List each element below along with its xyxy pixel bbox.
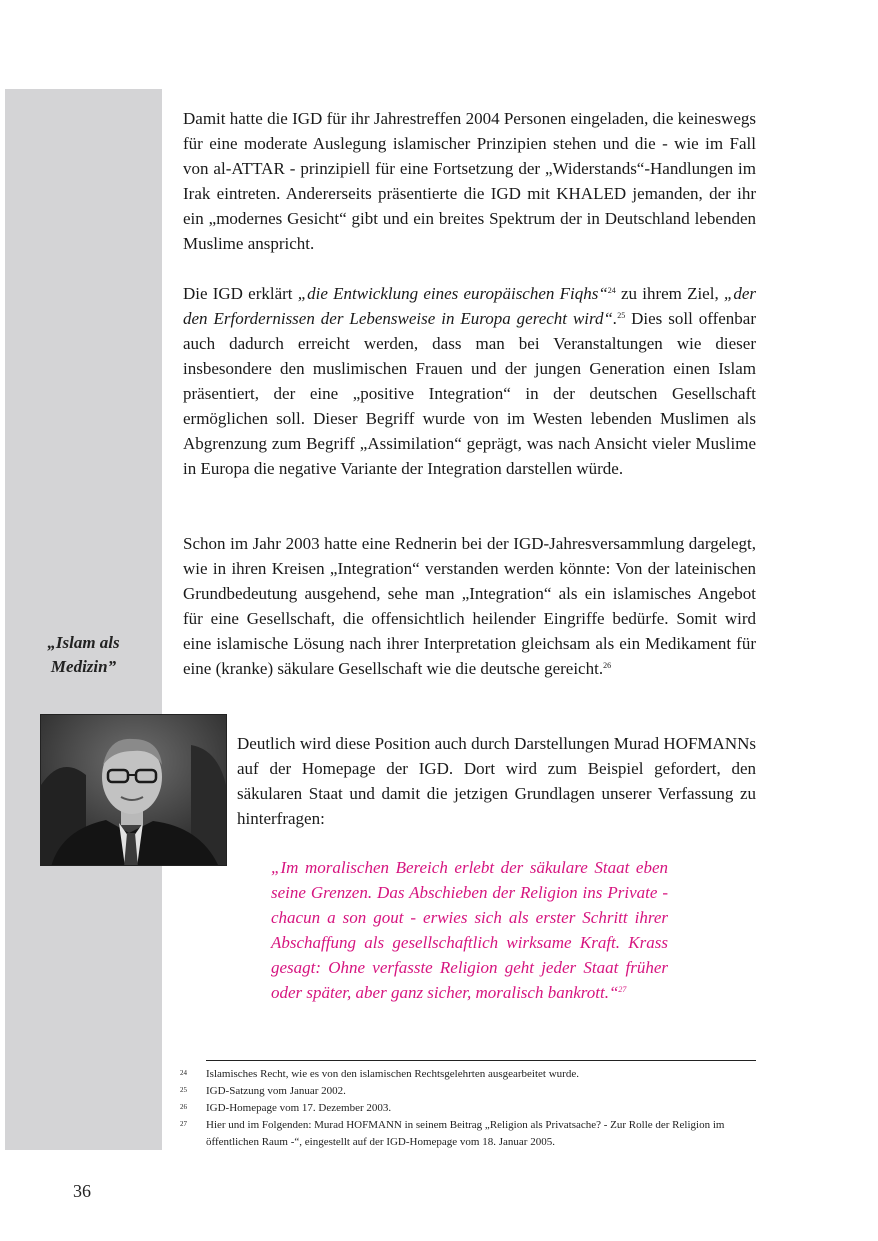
footnote-24 xyxy=(180,1066,760,1083)
footnote-number: 27 xyxy=(180,1120,187,1128)
footnote-number: 25 xyxy=(180,1086,187,1094)
footnote-ref-27: 27 xyxy=(618,985,627,994)
footnote-26 xyxy=(180,1100,760,1117)
margin-note xyxy=(5,631,162,679)
footnote-ref-24: 24 xyxy=(607,286,616,295)
margin-note-line-1: „Islam als xyxy=(47,633,120,652)
footnote-25 xyxy=(180,1083,760,1100)
footnotes xyxy=(180,1066,760,1151)
paragraph-2-text-c: Dies soll offenbar auch dadurch erreicht werden, dass man bei Veranstaltungen wie dieser insbesondere den muslimischen Frauen und der jungen Generation einen Islam präsentiert, der eine „positive Integration“ in der deutschen Gesellschaft ermöglichen soll. Dieser Begriff wurde von im Westen lebenden Muslimen als Abgrenzung zum Begriff „Assimilation“ geprägt, was nach Ansicht vieler Muslime in Europa die negative Variante der Integration darstellen würde. xyxy=(183,309,756,478)
portrait-image xyxy=(41,715,227,866)
paragraph-2 xyxy=(183,281,756,481)
footnote-text: Hier und im Folgenden: Murad HOFMANN in seinem Beitrag „Religion als Privatsache? - Zur Rolle der Religion im öffentlichen Raum -“, eingestellt auf der IGD-Homepage vom 18. Januar 2005. xyxy=(206,1119,725,1148)
paragraph-3 xyxy=(183,531,756,681)
margin-note-line-2: Medizin” xyxy=(50,657,117,676)
footnote-ref-25: 25 xyxy=(617,311,626,320)
paragraph-4: Deutlich wird diese Position auch durch Darstellungen Murad HOFMANNs auf der Homepage der IGD. Dort wird zum Beispiel gefordert, den säkularen Staat und damit die jetzigen Grundlagen unserer Verfassung zu hinterfragen: xyxy=(237,734,756,828)
block-quote-text: „Im moralischen Bereich erlebt der säkulare Staat eben seine Grenzen. Das Abschieben der Religion ins Private - chacun a son gout - erwies sich als erster Schritt ihrer Abschaffung als gesellschaftlich wirksame Kraft. Krass gesagt: Ohne verfasste Religion geht jeder Staat früher oder später, aber ganz sicher, moralisch bankrott.“ xyxy=(271,858,668,1002)
footnote-number: 26 xyxy=(180,1103,187,1111)
paragraph-3-text: Schon im Jahr 2003 hatte eine Rednerin bei der IGD-Jahresversammlung dargelegt, wie in ihren Kreisen „Integration“ verstanden werden könnte: Von der lateinischen Grundbedeutung ausgehend, sehe man „Integration“ als ein islamisches Angebot für eine Gesellschaft, die offensichtlich heilender Eingriffe bedürfe. Somit wird eine islamische Lösung nach ihrer Interpretation gleichsam als ein Medikament für eine (kranke) säkulare Gesellschaft wie die deutsche gereicht. xyxy=(183,534,756,678)
footnote-ref-26: 26 xyxy=(603,661,612,670)
portrait-photo xyxy=(40,714,227,866)
paragraph-2-text-b: zu ihrem Ziel, xyxy=(615,284,724,303)
footnote-text: Islamisches Recht, wie es von den islamischen Rechtsgelehrten ausgearbeitet wurde. xyxy=(206,1068,579,1080)
page-number: 36 xyxy=(73,1181,91,1201)
footnote-text: IGD-Satzung vom Januar 2002. xyxy=(206,1085,346,1097)
paragraph-2-quote-2: „der den Erfordernissen der Lebensweise in Europa gerecht wird“. xyxy=(183,284,757,328)
footnote-number: 24 xyxy=(180,1069,187,1077)
paragraph-1: Damit hatte die IGD für ihr Jahrestreffen 2004 Personen eingeladen, die keineswegs für eine moderate Auslegung islamischer Prinzipien stehen und die - wie im Fall von al-ATTAR - prinzipiell für eine Fortsetzung der „Widerstands“-Handlungen im Irak eintreten. Andererseits präsentierte die IGD mit KHALED jemanden, der ihr ein „modernes Gesicht“ gibt und ein breites Spektrum der in Deutschland lebenden Muslime anspricht. xyxy=(183,109,756,253)
paragraph-2-quote-1: „die Entwicklung eines europäischen Fiqhs“ xyxy=(297,284,608,303)
block-quote xyxy=(271,855,668,1005)
footnote-text: IGD-Homepage vom 17. Dezember 2003. xyxy=(206,1102,392,1114)
paragraph-2-text-a: Die IGD erklärt xyxy=(183,284,298,303)
footnote-27 xyxy=(180,1117,760,1151)
footnote-divider xyxy=(206,1060,756,1061)
sidebar-band xyxy=(5,89,162,1150)
